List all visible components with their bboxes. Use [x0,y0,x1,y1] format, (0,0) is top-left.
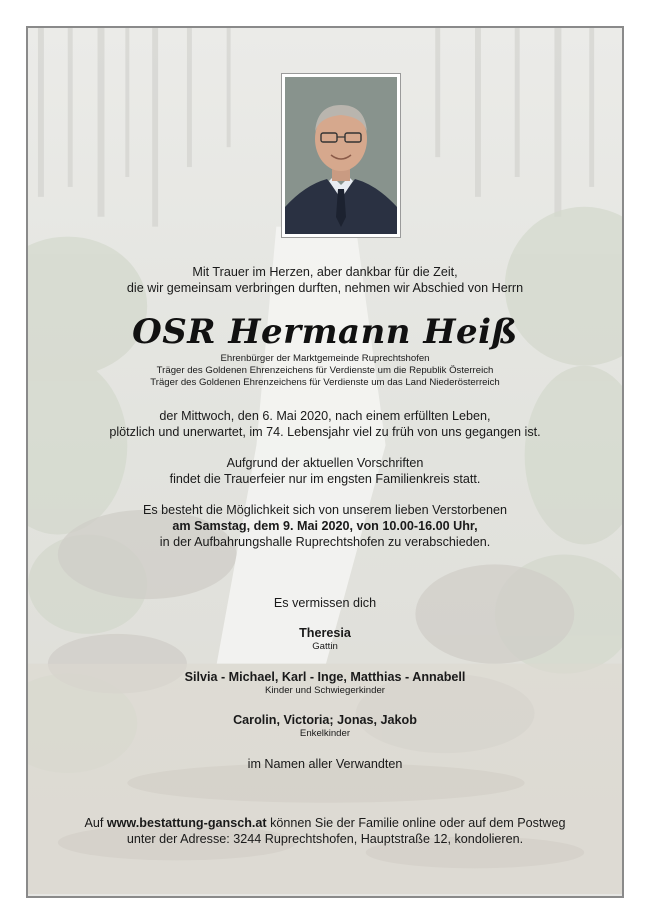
footer-line-1 [28,815,622,831]
intro-line-1: Mit Trauer im Herzen, aber dankbar für die Zeit, [192,265,458,279]
mourners-heading: Es vermissen dich [273,596,377,610]
honor-line-2: Träger des Goldenen Ehrenzeichens für Verdienste um die Republik Österreich [156,365,494,376]
footer-line-2: unter der Adresse: 3244 Ruprechtshofen, Hauptstraße 12, kondolieren. [126,832,524,846]
mourner-group-1-relation: Gattin [312,641,338,652]
funeral-home-website-link[interactable]: www.bestattung-gansch.at [106,816,267,830]
obituary-card [26,26,624,898]
portrait-photo [281,73,401,238]
footer-suffix: können Sie der Familie online oder auf dem Postweg [266,816,566,830]
footer-prefix: Auf [84,816,107,830]
ceremony-line-2: findet die Trauerfeier nur im engsten Familienkreis statt. [169,472,481,486]
farewell-line-1: Es besteht die Möglichkeit sich von unserem lieben Verstorbenen [142,503,508,517]
mourners-closing: im Namen aller Verwandten [247,757,403,771]
farewell-line-2: am Samstag, dem 9. Mai 2020, von 10.00-16.00 Uhr, [172,519,478,533]
ceremony-line-1: Aufgrund der aktuellen Vorschriften [226,456,424,470]
honor-line-1: Ehrenbürger der Marktgemeinde Ruprechtshofen [220,353,430,364]
honor-line-3: Träger des Goldenen Ehrenzeichens für Verdienste um das Land Niederösterreich [150,377,500,388]
farewell-line-3: in der Aufbahrungshalle Ruprechtshofen zu verabschieden. [159,535,491,549]
mourner-group-2-relation: Kinder und Schwiegerkinder [265,685,385,696]
mourner-group-1-names: Theresia [299,626,351,640]
death-line-2: plötzlich und unerwartet, im 74. Lebensjahr viel zu früh von uns gegangen ist. [109,425,541,439]
intro-line-2: die wir gemeinsam verbringen durften, nehmen wir Abschied von Herrn [126,281,524,295]
mourner-group-3-relation: Enkelkinder [299,728,351,739]
death-line-1: der Mittwoch, den 6. Mai 2020, nach einem erfüllten Leben, [159,409,491,423]
deceased-name: OSR Hermann Heiß [132,312,518,352]
mourner-group-3-names: Carolin, Victoria; Jonas, Jakob [233,713,417,727]
mourner-group-2-names: Silvia - Michael, Karl - Inge, Matthias - Annabell [184,670,466,684]
portrait-illustration [285,77,397,234]
